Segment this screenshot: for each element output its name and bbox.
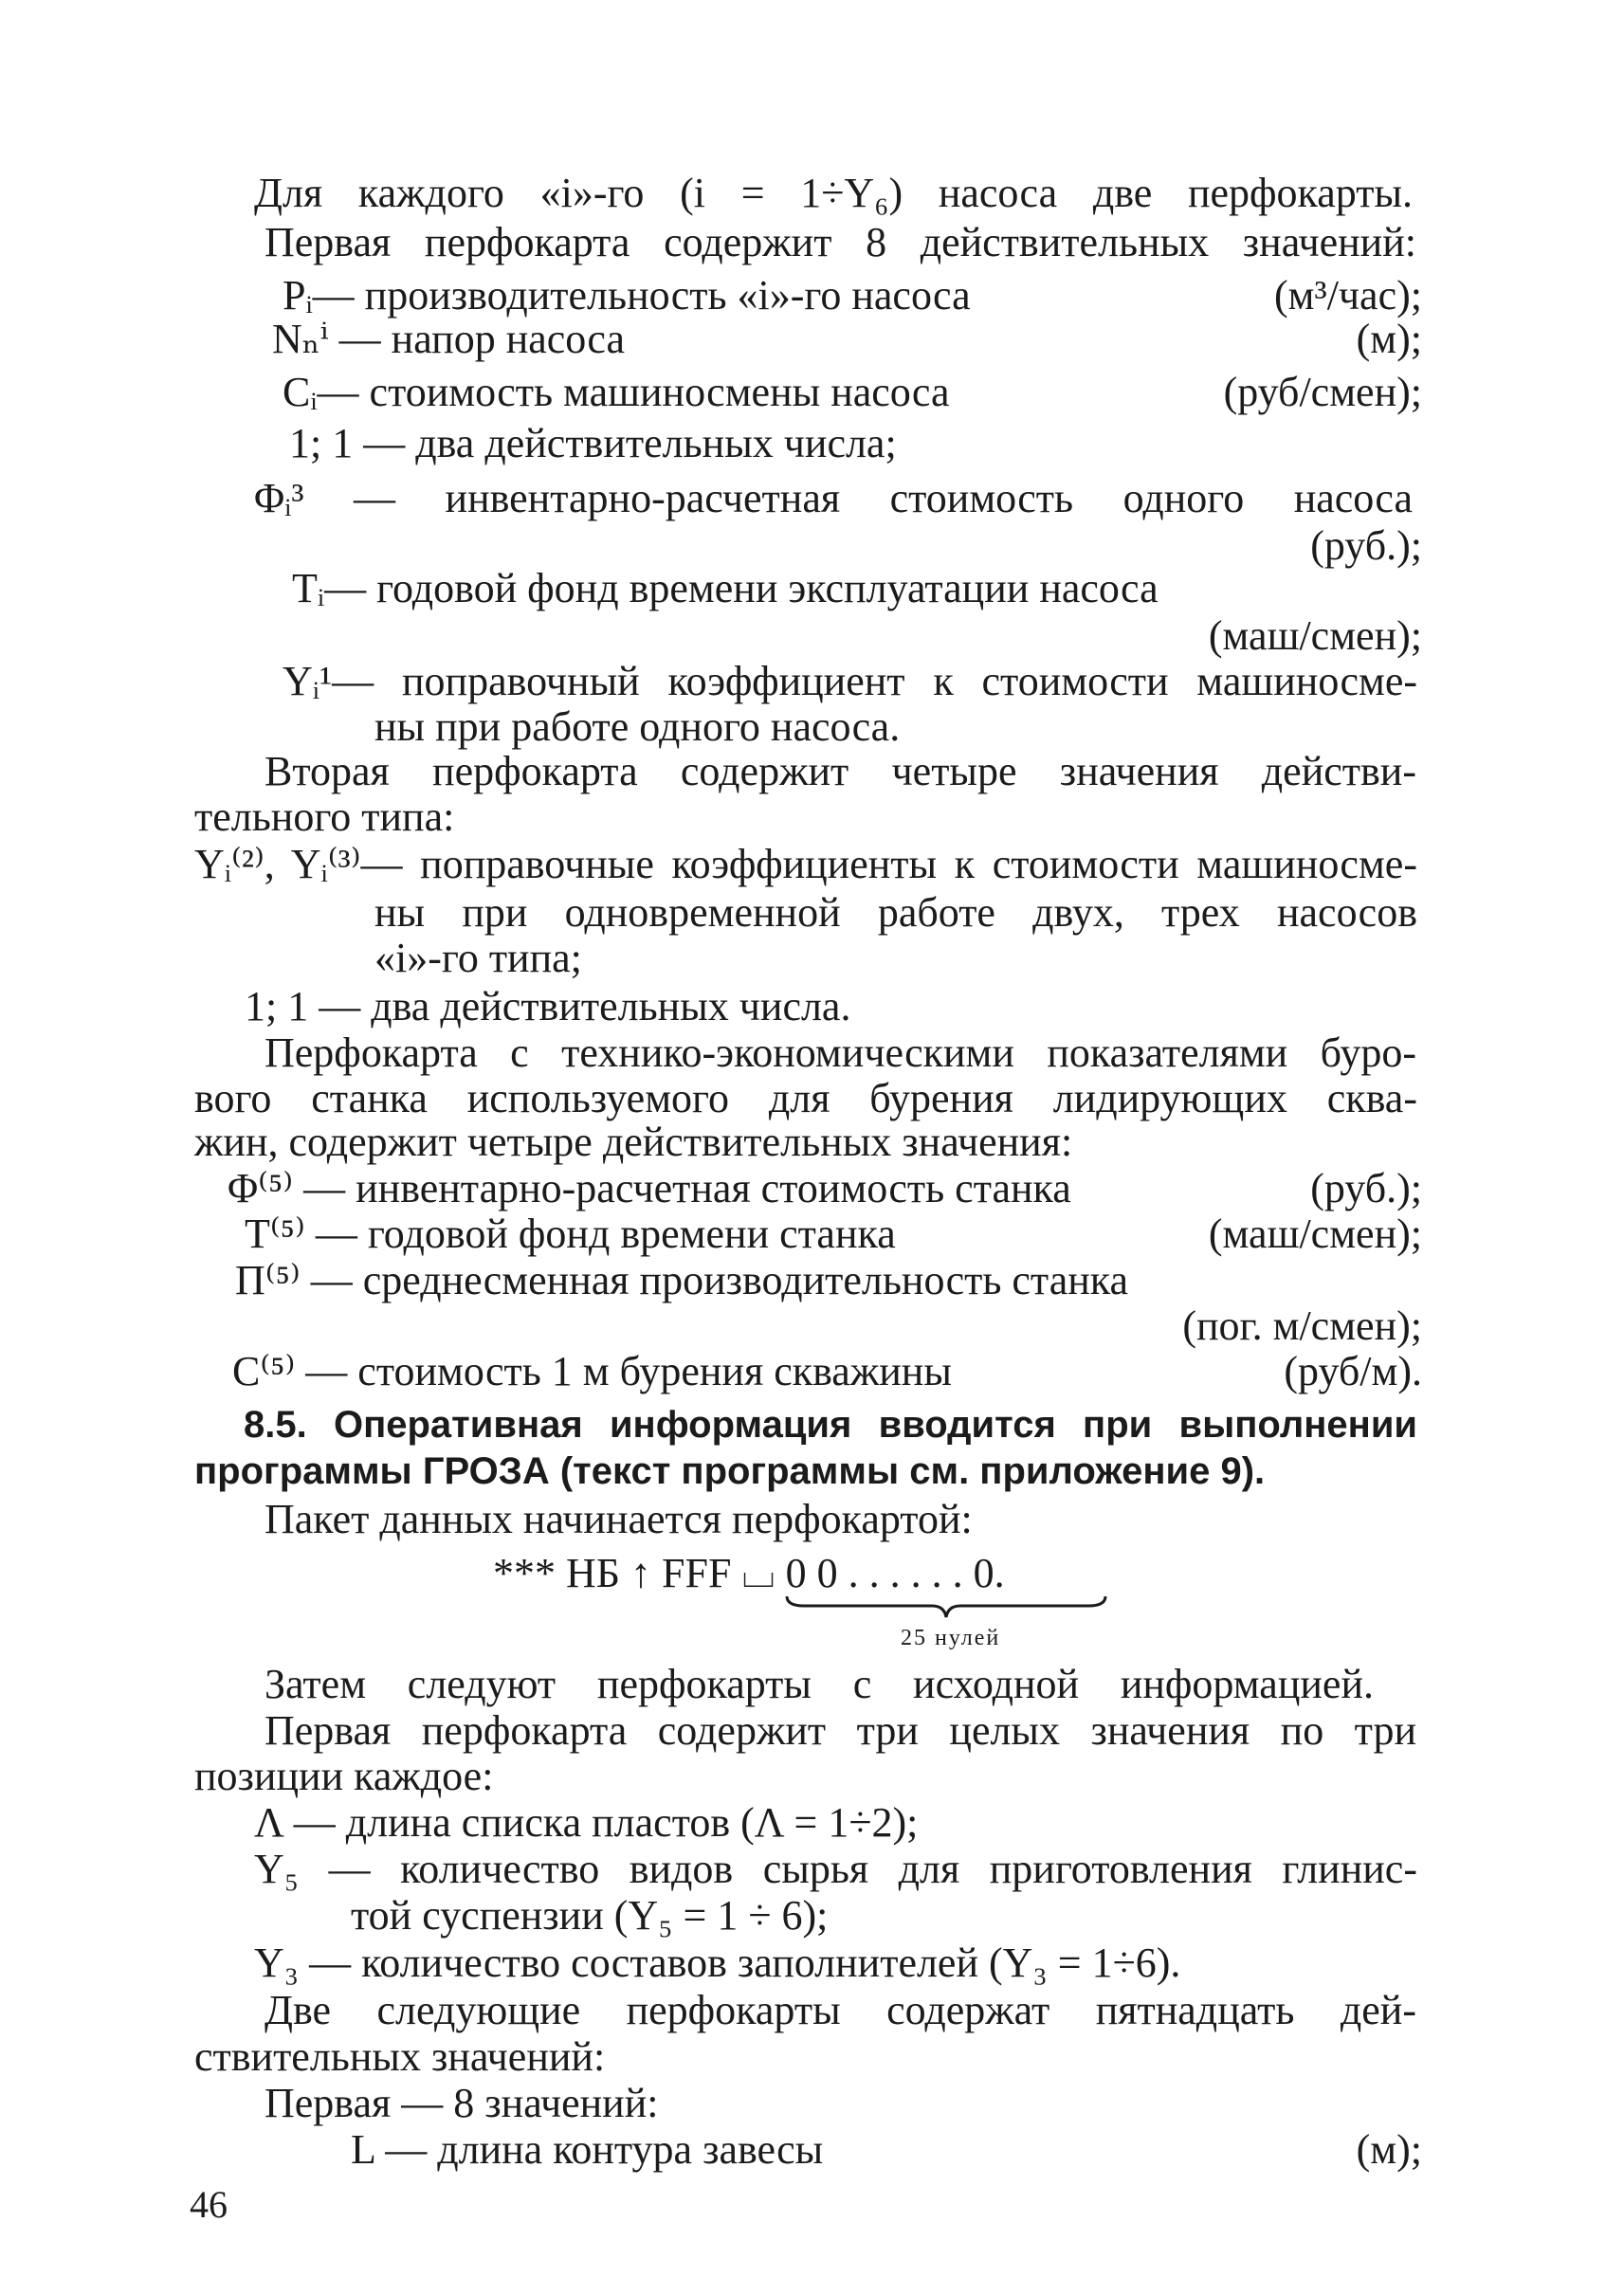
body-line: Затем следуют перфокарты с исходной информацией. bbox=[265, 1661, 1374, 1707]
definition-line: Yᵢ⁽²⁾, Yᵢ⁽³⁾— поправочные коэффициенты к стоимости машиносме- bbox=[194, 841, 1417, 887]
zero-count-label: 25 нулей bbox=[901, 1626, 1001, 1650]
definition-line: Y₅ — количество видов сырья для приготовления глинис- bbox=[254, 1846, 1417, 1892]
definition-line: Y₃ — количество составов заполнителей (Y₃ = 1÷6). bbox=[254, 1940, 1181, 1986]
body-line: Две следующие перфокарты содержат пятнадцать дей- bbox=[265, 1987, 1416, 2033]
definition-line: П⁽⁵⁾ — среднесменная производительность станка bbox=[235, 1257, 1129, 1303]
definition-line: «i»-го типа; bbox=[374, 935, 582, 981]
unit-label: (м³/час); bbox=[1274, 272, 1422, 319]
definition-line: Cᵢ— стоимость машиносмены насоса bbox=[283, 369, 950, 415]
unit-label: (маш/смен); bbox=[1208, 612, 1422, 659]
unit-label: (руб/м). bbox=[1284, 1348, 1422, 1394]
body-line: позиции каждое: bbox=[194, 1753, 494, 1799]
unit-label: (руб.); bbox=[1310, 522, 1422, 569]
definition-line: C⁽⁵⁾ — стоимость 1 м бурения скважины bbox=[232, 1348, 952, 1394]
definition-line: ны при работе одного насоса. bbox=[374, 703, 901, 750]
definition-line: Yᵢ¹— поправочный коэффициент к стоимости машиносме- bbox=[283, 658, 1417, 704]
definition-line: 1; 1 — два действительных числа; bbox=[289, 420, 897, 466]
page-number: 46 bbox=[190, 2183, 228, 2226]
body-line: вого станка используемого для бурения лидирующих сква- bbox=[194, 1075, 1417, 1121]
definition-line: Φ⁽⁵⁾ — инвентарно-расчетная стоимость станка bbox=[228, 1165, 1071, 1211]
definition-line: 1; 1 — два действительных числа. bbox=[245, 983, 851, 1029]
body-line: Первая перфокарта содержит три целых значения по три bbox=[265, 1707, 1416, 1754]
unit-label: (м); bbox=[1356, 2126, 1422, 2173]
definition-line: Pᵢ— производительность «i»-го насоса bbox=[283, 272, 971, 319]
section-heading: 8.5. Оперативная информация вводится при выполнении bbox=[244, 1404, 1417, 1446]
definition-line: Λ — длина списка пластов (Λ = 1÷2); bbox=[254, 1799, 919, 1846]
body-line: Перфокарта с технико-экономическими показателями буро- bbox=[265, 1029, 1416, 1076]
unit-label: (м); bbox=[1356, 316, 1422, 362]
body-line: Для каждого «i»-го (i = 1÷Y₆) насоса две перфокарты. bbox=[254, 170, 1413, 216]
body-line: ствительных значений: bbox=[194, 2033, 606, 2080]
definition-line: той суспензии (Y₅ = 1 ÷ 6); bbox=[351, 1892, 829, 1939]
body-line: Пакет данных начинается перфокартой: bbox=[265, 1496, 973, 1542]
definition-line: Nₙⁱ — напор насоса bbox=[272, 316, 626, 362]
unit-label: (руб.); bbox=[1310, 1165, 1422, 1211]
definition-line: Φᵢ³ — инвентарно-расчетная стоимость одного насоса bbox=[254, 475, 1413, 521]
definition-line: Tᵢ— годовой фонд времени эксплуатации насоса bbox=[292, 565, 1159, 611]
definition-line: L — длина контура завесы bbox=[351, 2126, 824, 2173]
body-line: тельного типа: bbox=[194, 793, 455, 840]
body-line: жин, содержит четыре действительных значения: bbox=[194, 1119, 1073, 1165]
unit-label: (маш/смен); bbox=[1208, 1211, 1422, 1257]
unit-label: (руб/смен); bbox=[1223, 369, 1422, 415]
body-line: Вторая перфокарта содержит четыре значения действи- bbox=[265, 748, 1416, 794]
body-line: Первая — 8 значений: bbox=[265, 2080, 659, 2126]
definition-line: ны при одновременной работе двух, трех насосов bbox=[374, 889, 1417, 936]
unit-label: (пог. м/смен); bbox=[1182, 1302, 1422, 1349]
definition-line: T⁽⁵⁾ — годовой фонд времени станка bbox=[245, 1211, 896, 1257]
section-heading: программы ГРОЗА (текст программы см. приложение 9). bbox=[194, 1450, 1266, 1492]
punch-card-code: *** НБ ↑ FFF ⌴ 0 0 . . . . . . 0. bbox=[493, 1550, 1005, 1596]
body-line: Первая перфокарта содержит 8 действительных значений: bbox=[265, 219, 1416, 265]
